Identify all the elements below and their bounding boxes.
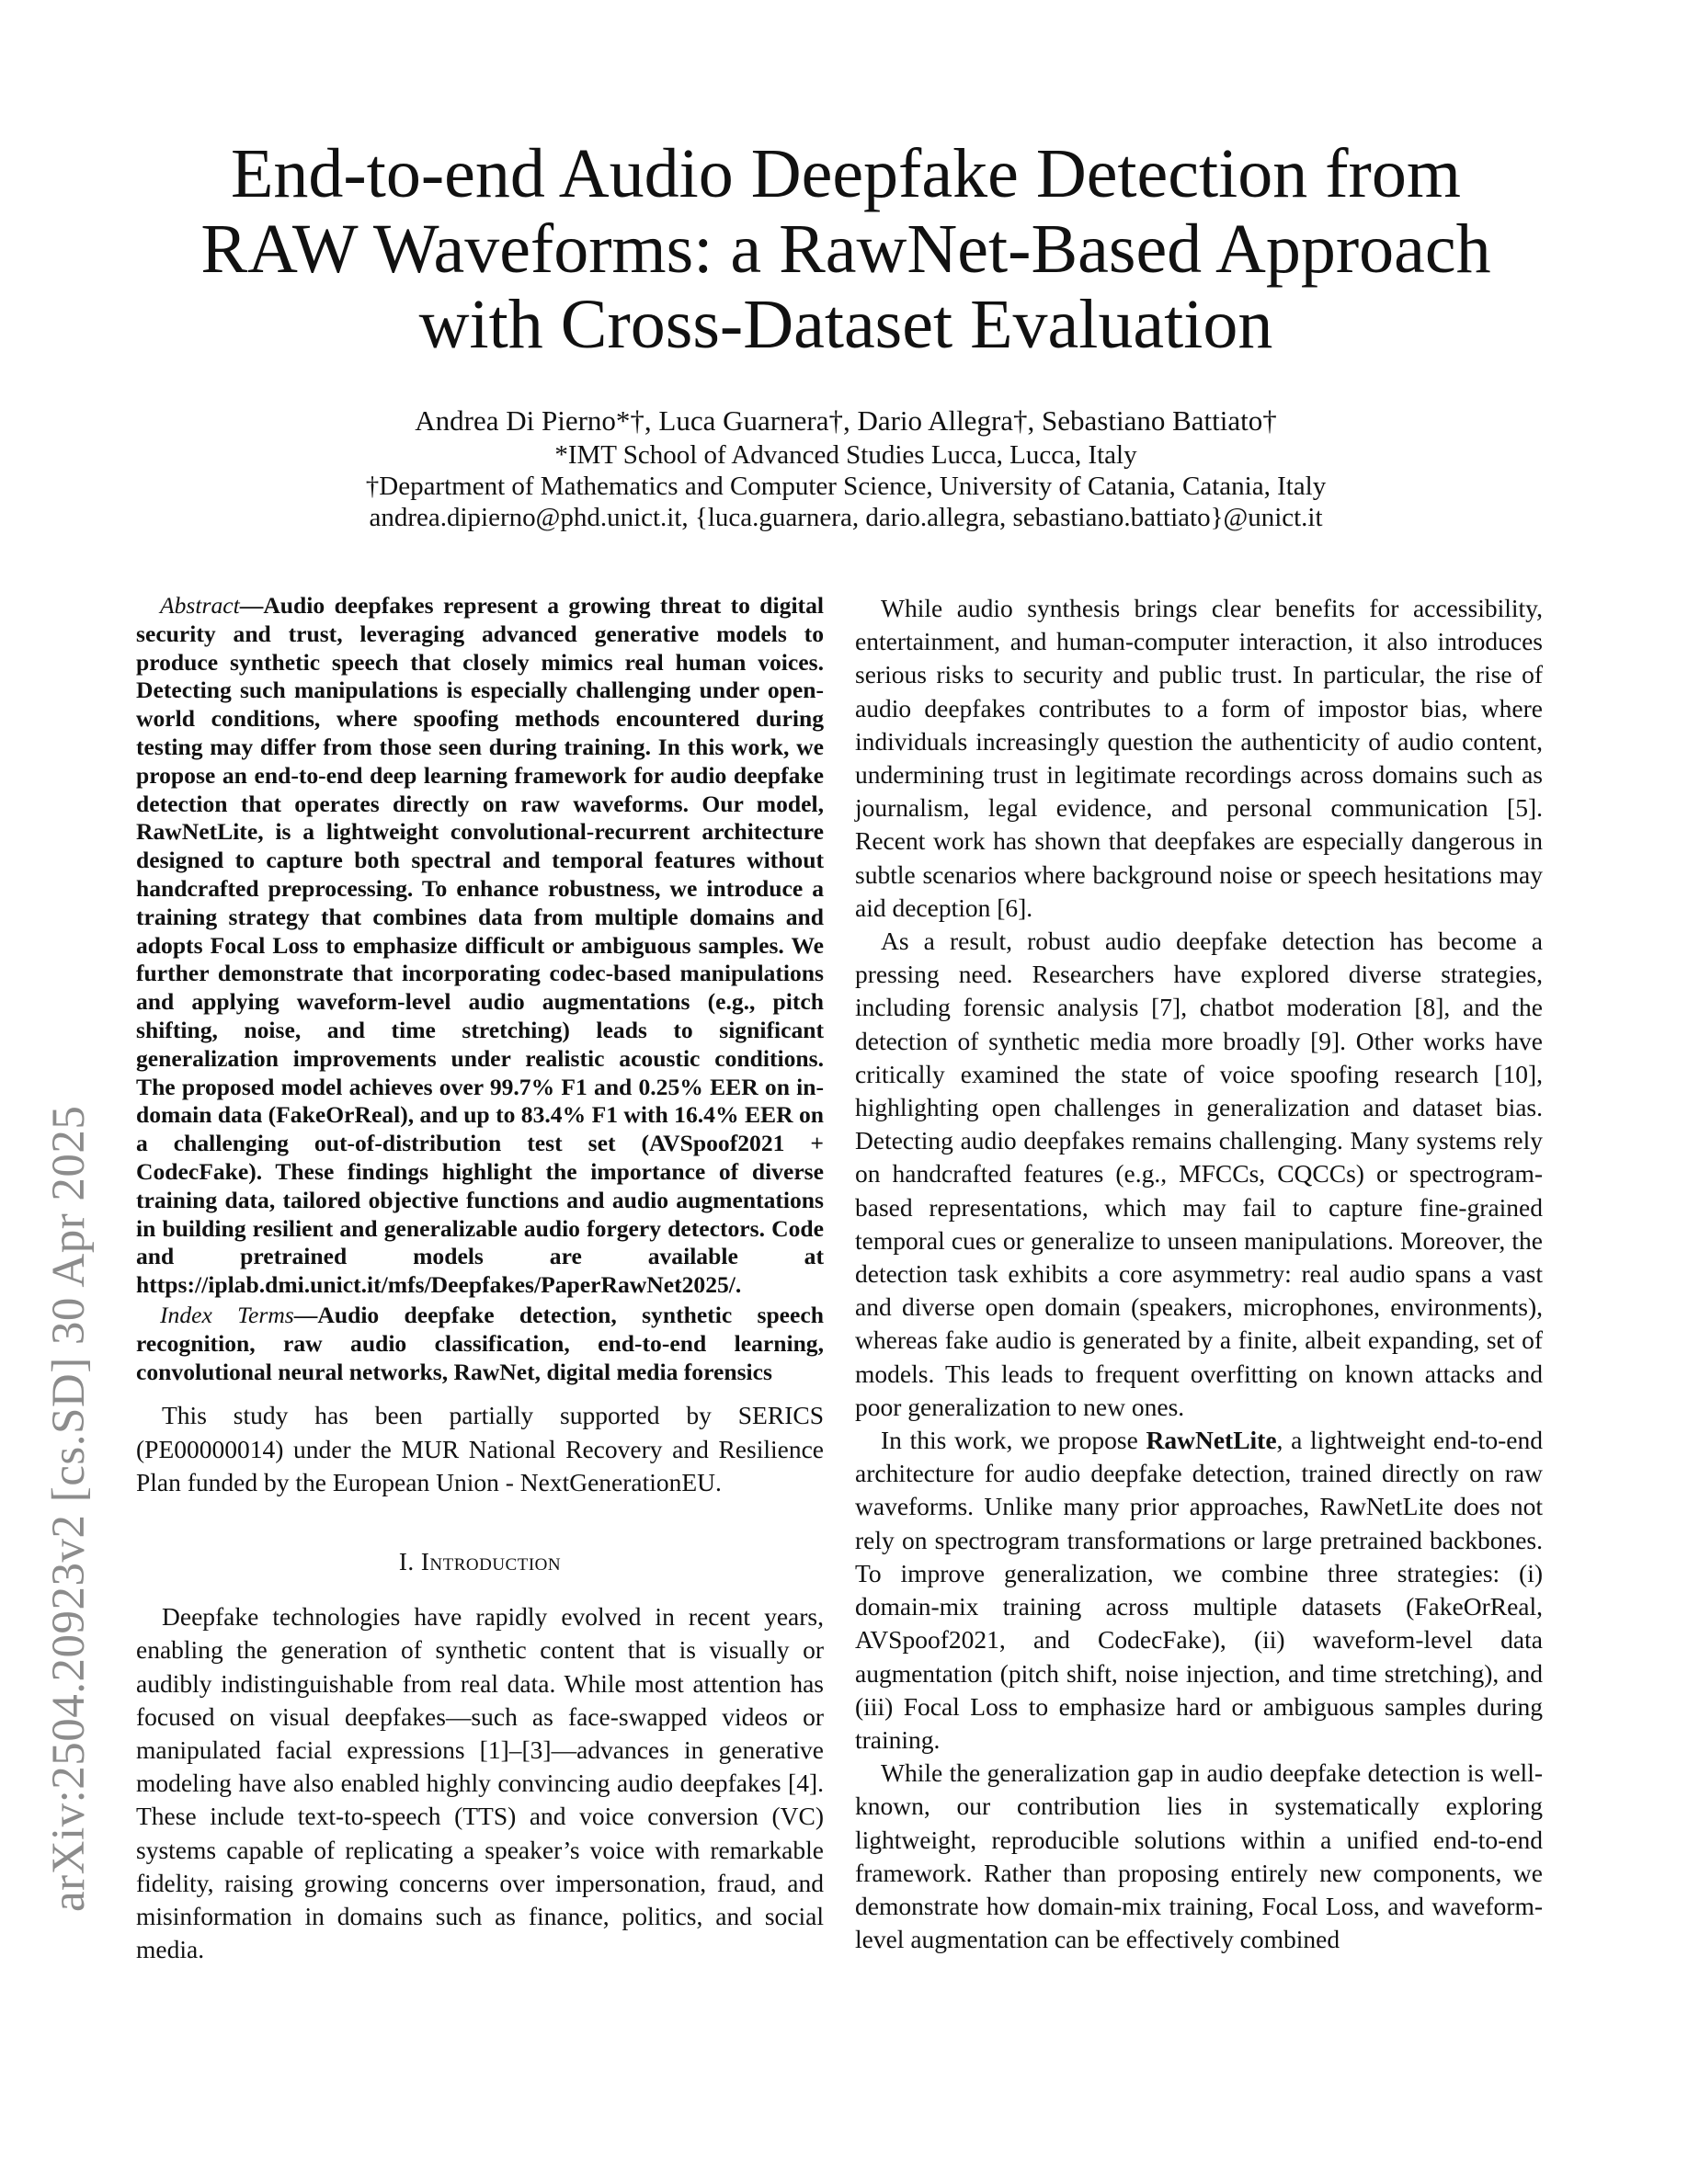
index-terms-label: Index Terms [160, 1301, 294, 1328]
abstract-text: Audio deepfakes represent a growing threat to digital security and trust, leveraging advanced generative models to produce synthetic speech that closely mimics real human voices. Detecting such manipulations is especially challenging under open-world conditions, where spoofing methods encountered during testing may differ from those seen during training. In this work, we propose an end-to-end deep learning framework for audio deepfake detection that operates directly on raw waveforms. Our model, RawNetLite, is a lightweight convolutional-recurrent architecture designed to capture both spectral and temporal features without handcrafted preprocessing. To enhance robustness, we introduce a training strategy that combines data from multiple domains and adopts Focal Loss to emphasize difficult or ambiguous samples. We further demonstrate that incorporating codec-based manipulations and applying waveform-level audio augmentations (e.g., pitch shifting, noise, and time stretching) leads to significant generalization improvements under realistic acoustic conditions. The proposed model achieves over 99.7% F1 and 0.25% EER on in-domain data (FakeOrReal), and up to 83.4% F1 with 16.4% EER on a challenging out-of-distribution test set (AVSpoof2021 + CodecFake). These findings highlight the importance of diverse training data, tailored objective functions and audio augmentations in building resilient and generalizable audio forgery detectors. Code and pretrained models are available at https://iplab.dmi.unict.it/mfs/Deepfakes/PaperRawNet2025/. [136, 592, 824, 1299]
intro-paragraph-4 [855, 1424, 1543, 1757]
paper-title: End-to-end Audio Deepfake Detection from RAW Waveforms: a RawNet-Based Approach with Cross-Dataset Evaluation [200, 135, 1491, 363]
funding-note: This study has been partially supported by SERICS (PE00000014) under the MUR National Recovery and Resilience Plan funded by the European Union - NextGenerationEU. [136, 1401, 824, 1496]
intro-paragraph-4-rest: , a lightweight end-to-end architecture for audio deepfake detection, trained directly on raw waveforms. Unlike many prior approaches, RawNetLite does not rely on spectrogram transformations or large pretrained backbones. To improve generalization, we combine three strategies: (i) domain-mix training across multiple datasets (FakeOrReal, AVSpoof2021, and CodecFake), (ii) waveform-level data augmentation (pitch shift, noise injection, and time stretching), and (iii) Focal Loss to emphasize hard or ambiguous samples during training. [855, 1426, 1544, 1754]
author-names: Andrea Di Pierno*†, Luca Guarnera†, Dario Allegra†, Sebastiano Battiato† [415, 404, 1277, 437]
intro-paragraph-2: While audio synthesis brings clear benefits for accessibility, entertainment, and human-computer interaction, it also introduces serious risks to security and public trust. In particular, the rise of audio deepfakes contributes to a form of impostor bias, where individuals increasingly question the authenticity of audio content, undermining trust in legitimate recordings across domains such as journalism, legal evidence, and personal communication [5]. Recent work has shown that deepfakes are especially dangerous in subtle scenarios where background noise or speech hesitations may aid deception [6]. [855, 594, 1543, 922]
arxiv-identifier-stamp: arXiv:2504.20923v2 [cs.SD] 30 Apr 2025 [43, 1105, 95, 1912]
abstract-label: Abstract [160, 592, 240, 619]
intro-paragraph-5: While the generalization gap in audio deepfake detection is well-known, our contribution lies in systematically exploring lightweight, reproducible solutions within a unified end-to-end framework. Rather than proposing entirely new components, we demonstrate how domain-mix training, Focal Loss, and waveform-level augmentation can be effectively combined [855, 1758, 1543, 1954]
affiliation-catania: †Department of Mathematics and Computer Science, University of Catania, Catania, Italy [365, 472, 1327, 501]
section-heading-introduction: I. Introduction [398, 1547, 562, 1575]
affiliation-imt: *IMT School of Advanced Studies Lucca, Lucca, Italy [554, 440, 1137, 470]
intro-paragraph-1: Deepfake technologies have rapidly evolved in recent years, enabling the generation of synthetic content that is visually or audibly indistinguishable from real data. While most attention has focused on visual deepfakes—such as face-swapped videos or manipulated facial expressions [1]–[3]—advances in generative modeling have also enabled highly convincing audio deepfakes [4]. These include text-to-speech (TTS) and voice conversion (VC) systems capable of replicating a speaker’s voice with remarkable fidelity, raising growing concerns over impersonation, fraud, and misinformation in domains such as finance, politics, and social media. [136, 1602, 824, 1964]
abstract [136, 592, 824, 1300]
author-block [147, 403, 1545, 533]
index-terms-dash: — [293, 1301, 318, 1328]
abstract-paragraph [136, 592, 824, 1300]
abstract-dash: — [239, 592, 264, 619]
left-column [136, 592, 824, 1966]
right-column [855, 592, 1543, 1956]
intro-paragraph-4-lead: In this work, we propose [881, 1426, 1138, 1455]
author-emails: andrea.dipierno@phd.unict.it, {luca.guarnera, dario.allegra, sebastiano.battiato}@unict.it [369, 503, 1323, 532]
index-terms-paragraph [136, 1302, 824, 1386]
intro-paragraph-3: As a result, robust audio deepfake detection has become a pressing need. Researchers have explored diverse strategies, including forensic analysis [7], chatbot moderation [8], and the detection of synthetic media more broadly [9]. Other works have critically examined the state of voice spoofing research [10], highlighting open challenges in generalization and dataset bias. Detecting audio deepfakes remains challenging. Many systems rely on handcrafted features (e.g., MFCCs, CQCCs) or spectrogram-based representations, which may fail to capture fine-grained temporal cues or generalize to unseen manipulations. Moreover, the detection task exhibits a core asymmetry: real audio spans a vast and diverse open domain (speakers, microphones, environments), whereas fake audio is generated by a finite, albeit expanding, set of models. This leads to frequent overfitting on known attacks and poor generalization to new ones. [855, 927, 1543, 1421]
index-terms-text: Audio deepfake detection, synthetic speech recognition, raw audio classification, end-to-end learning, convolutional neural networks, RawNet, digital media forensics [136, 1301, 824, 1385]
model-name-rawnetlite: RawNetLite [1146, 1426, 1277, 1455]
index-terms [136, 1302, 824, 1386]
